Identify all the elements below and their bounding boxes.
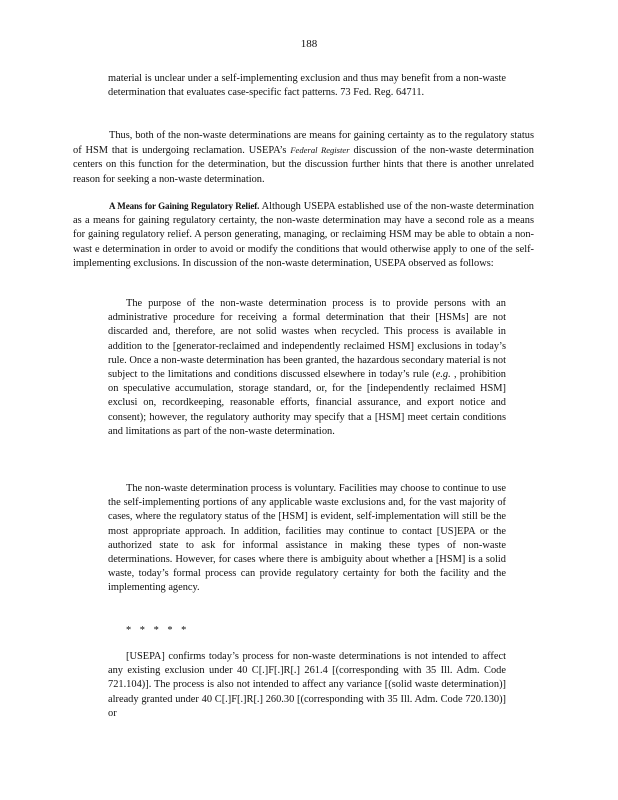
regulatory-relief-paragraph	[73, 199, 534, 271]
quote-purpose-paragraph	[108, 297, 506, 439]
certainty-text-end: discussion of the non-waste determination centers on this function for the determination, but the discussion further hints that there is another unrelated reason for seeking a non-waste determination.	[73, 145, 534, 185]
quote-purpose-text-start: The purpose of the non-waste determination process is to provide persons with an administrative procedure for receiving a formal determination that their [HSMs] are not discarded and, therefore, are not solid wastes when recycled. This process is available in addition to the [generator-reclaimed and independently reclaimed HSM] exclusions in today’s rule. Once a non-waste determination has been granted, the hazardous secondary material is not subject to the limitations and conditions discussed elsewhere in today’s rule (	[108, 298, 506, 381]
certainty-paragraph	[73, 129, 534, 187]
ellipsis-stars: * * * * *	[126, 625, 190, 636]
regulatory-relief-text: Although USEPA established use of the non-waste determination as a means for gaining regulatory certainty, the non-waste determination may have a second role as a means for gaining regulatory relief. A person generating, managing, or reclaiming HSM may be able to obtain a non-wast e determination in order to avoid or modify the conditions that would otherwise apply to one of the self-implementing exclusions. In discussion of the non-waste determination, USEPA observed as follows:	[73, 201, 534, 269]
federal-register-citation: Federal Register	[290, 145, 350, 156]
quote-voluntary-paragraph: The non-waste determination process is voluntary. Facilities may choose to continue to use the self-implementing portions of any applicable waste exclusions and, for the vast majority of cases, where the regulatory status of the [HSM] is evident, self-implementation will still be the most appropriate approach. In addition, facilities may continue to contact [US]EPA or the authorized state to ask for informal assistance in making these types of non-waste determinations. However, for cases where there is ambiguity about whether a [HSM] is a solid waste, today’s formal process can provide regulatory certainty for both the facility and the implementing agency.	[108, 483, 506, 594]
quote-confirms-paragraph: [USEPA] confirms today’s process for non-waste determinations is not intended to affect any existing exclusion under 40 C[.]F[.]R[.] 261.4 [(corresponding with 35 Ill. Adm. Code 721.104)]. The process is also not intended to affect any variance [(solid waste determination)] already granted under 40 C[.]F[.]R[.] 260.30 [(corresponding with 35 Ill. Adm. Code 720.130)] or	[108, 651, 506, 719]
section-heading: A Means for Gaining Regulatory Relief.	[109, 201, 260, 211]
eg-abbreviation: e.g.	[435, 369, 451, 381]
quote-purpose-text-end: , prohibition on speculative accumulation, storage standard, or, for the [independently reclaimed HSM] exclusi on, recordkeeping, reasonable efforts, financial assurance, and export notice and consent); however, the regulatory authority may specify that a [HSM] meet certain conditions and limitations as part of the non-waste determination.	[108, 369, 506, 437]
certainty-text-start: Thus, both of the non-waste determinations are means for gaining certainty as to the regulatory status of HSM that is undergoing reclamation. USEPA’s	[73, 130, 534, 157]
quote-continuation-paragraph: material is unclear under a self-implementing exclusion and thus may benefit from a non-waste determination that evaluates case-specific fact patterns. 73 Fed. Reg. 64711.	[108, 73, 506, 99]
page-number: 188	[300, 38, 318, 50]
